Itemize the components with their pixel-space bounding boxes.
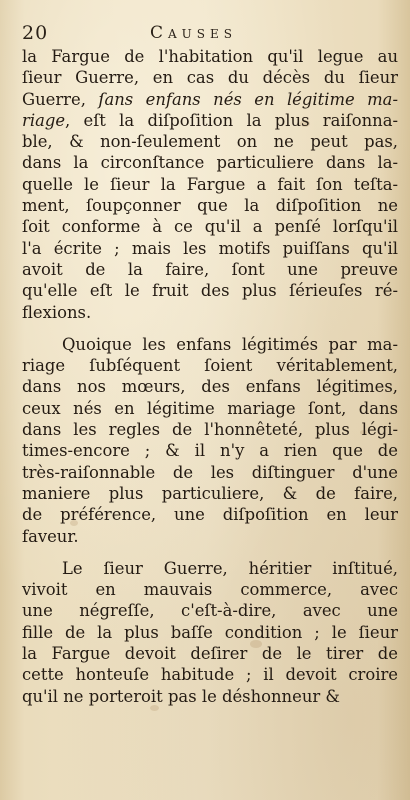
text-line: vivoit en mauvais commerce, avec — [22, 580, 398, 600]
text-line: faveur. — [22, 526, 79, 546]
text-line: Le ſieur Guerre, héritier inſtitué, — [62, 558, 398, 578]
text-line: l'a écrite ; mais les motifs puiſſans qu'il — [22, 238, 398, 258]
text-line: qu'il ne porteroit pas le déshonneur & — [22, 686, 341, 706]
text-line: ceux nés en légitime mariage ſont, dans — [22, 398, 398, 418]
italic-phrase: riage — [22, 110, 66, 130]
text-line: fille de la plus baſſe condition ; le ſieur — [22, 622, 398, 642]
page-number: 20 — [22, 22, 49, 44]
text-line: quelle le ſieur la Fargue a fait ſon teſta- — [22, 174, 398, 194]
text-line: qu'elle eſt le fruit des plus ſérieuſes ré- — [22, 281, 398, 301]
paragraph — [22, 46, 398, 323]
text-line: la Fargue devoit deſirer de le tirer de — [22, 644, 398, 664]
text-line: ble, & non-ſeulement on ne peut pas, — [22, 132, 398, 152]
text-line: times-encore ; & il n'y a rien que de — [22, 441, 398, 461]
text-line: Quoique les enfans légitimés par ma- — [62, 334, 398, 354]
text-line: cette honteuſe habitude ; il devoit croire — [22, 665, 398, 685]
body-text — [22, 46, 398, 707]
text-line: la Fargue de l'habitation qu'il legue au — [22, 47, 398, 66]
text-line: ſieur Guerre, en cas du décès du ſieur — [22, 68, 398, 88]
text-line: avoit de la faire, ſont une preuve — [22, 259, 398, 279]
text-line: riage ſubſéquent ſoient véritablement, — [22, 356, 398, 376]
text-line: dans la circonſtance particuliere dans la- — [22, 153, 398, 173]
running-head: Causes — [150, 23, 237, 43]
text-line: maniere plus particuliere, & de faire, — [22, 483, 398, 503]
text-line: de préférence, une diſpoſition en leur — [22, 505, 398, 525]
text-line: riage, eſt la diſpoſition la plus raiſonna- — [22, 110, 398, 130]
text-line: une négreſſe, c'eſt-à-dire, avec une — [22, 601, 398, 621]
text-line: dans nos mœurs, des enfans légitimes, — [22, 377, 398, 397]
text-line: Guerre, ſans enfans nés en légitime ma- — [22, 89, 398, 109]
italic-phrase: ſans enfans nés en légitime ma- — [98, 89, 398, 109]
text-line: flexions. — [22, 302, 92, 322]
page-header — [22, 22, 392, 48]
text-line: ment, ſoupçonner que la diſpoſition ne — [22, 196, 398, 216]
paragraph — [22, 558, 398, 707]
text-line: très-raiſonnable de les diſtinguer d'une — [22, 462, 398, 482]
paragraph — [22, 334, 398, 547]
text-line: dans les regles de l'honnêteté, plus légi- — [22, 420, 398, 440]
text-line: ſoit conforme à ce qu'il a penſé lorſqu'il — [22, 217, 398, 237]
